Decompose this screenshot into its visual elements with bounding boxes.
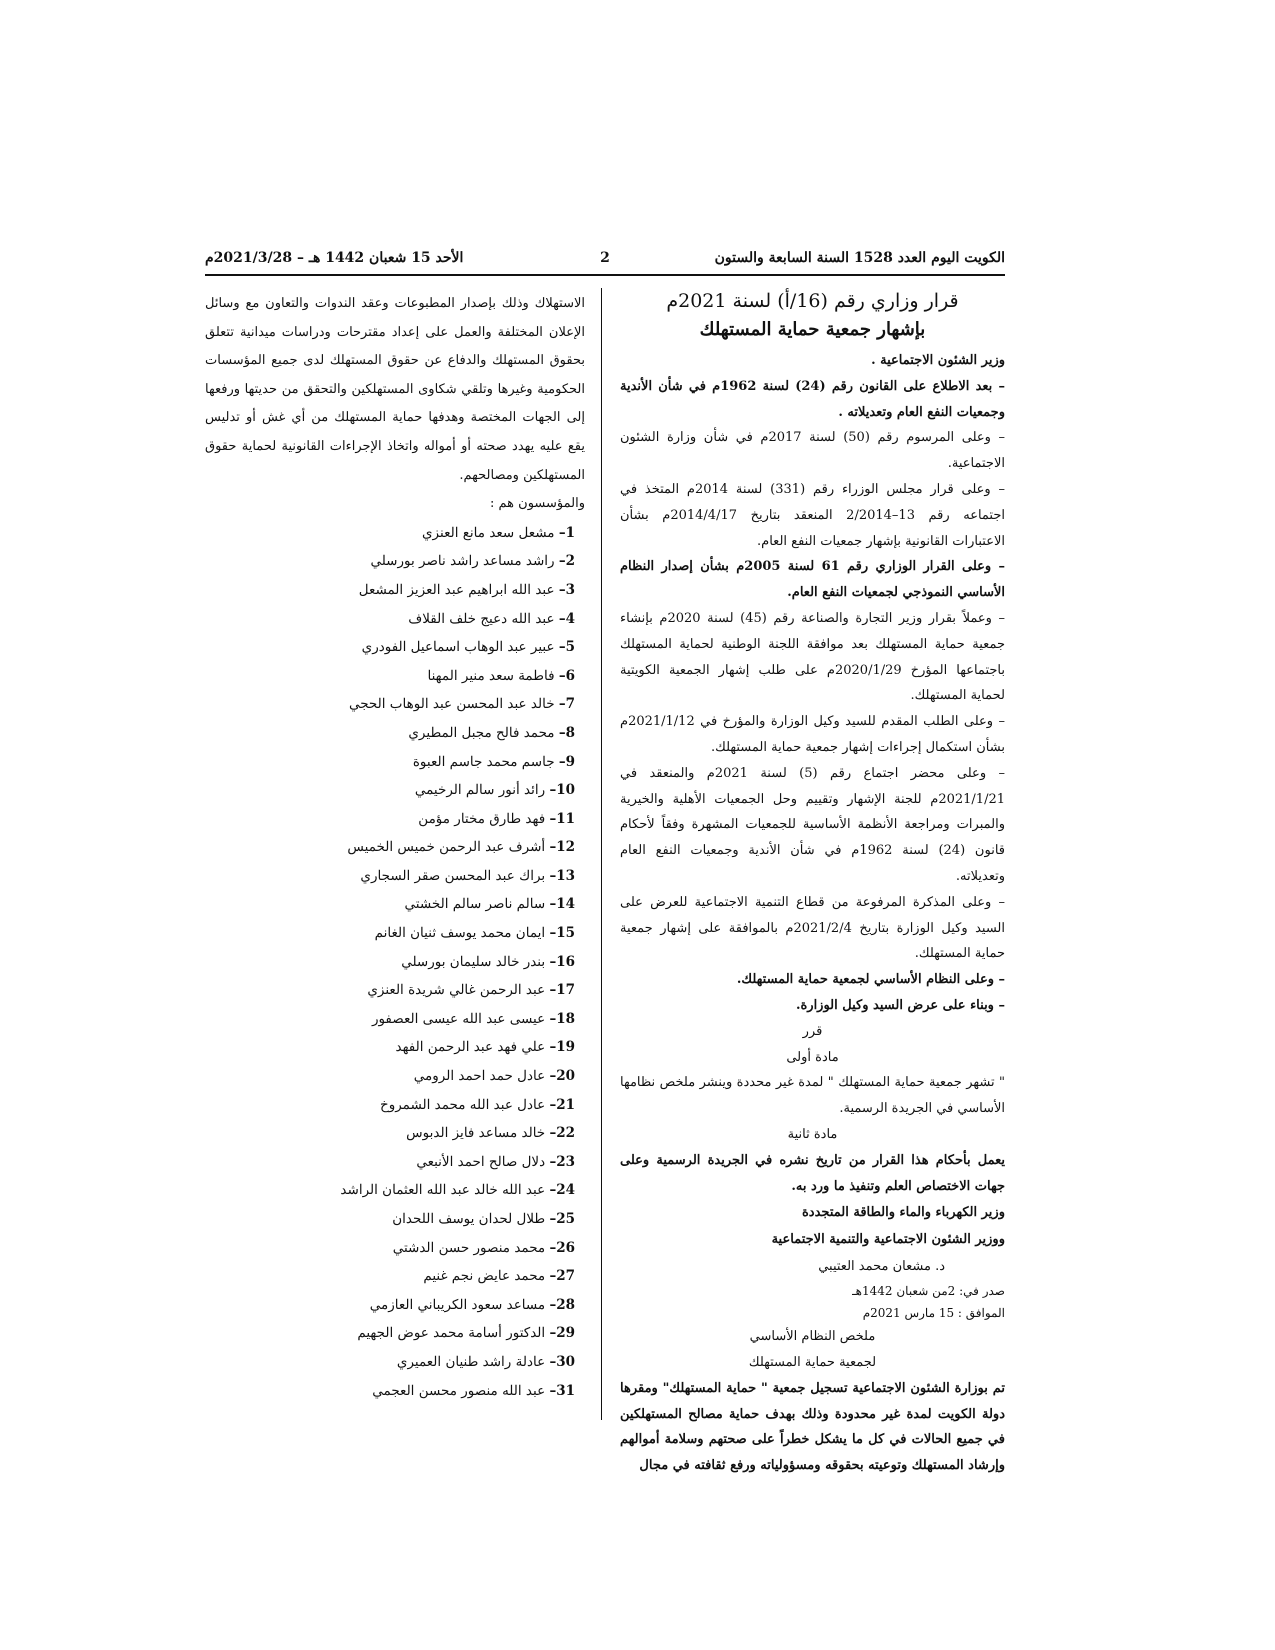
founder-item xyxy=(205,576,585,605)
founder-number: 7– xyxy=(558,696,575,713)
founder-name: مشعل سعد مانع العنزي xyxy=(421,524,555,541)
founder-number: 9– xyxy=(558,753,575,770)
issued-date: صدر في: 2من شعبان 1442هـ xyxy=(852,1284,1005,1299)
founder-number: 5– xyxy=(558,639,575,656)
founder-number: 21– xyxy=(549,1096,575,1113)
founder-number: 2– xyxy=(558,553,575,570)
column-divider xyxy=(601,288,602,1420)
founder-item xyxy=(205,719,585,748)
founder-name: راشد مساعد راشد ناصر بورسلي xyxy=(370,553,555,570)
founder-number: 11– xyxy=(549,810,575,827)
founder-item xyxy=(205,1091,585,1120)
founder-name: رائد أنور سالم الرخيمي xyxy=(414,782,546,799)
founder-item xyxy=(205,890,585,919)
founder-number: 18– xyxy=(549,1010,575,1027)
founder-item xyxy=(205,1119,585,1148)
founder-item xyxy=(205,1062,585,1091)
founder-name: مساعد سعود الكريباني العازمي xyxy=(369,1296,546,1313)
founder-name: طلال لحدان يوسف اللحدان xyxy=(392,1211,546,1227)
founder-item xyxy=(205,976,585,1005)
founder-name: فاطمة سعد منير المهنا xyxy=(427,667,555,684)
founders-column xyxy=(205,290,585,1405)
founder-number: 16– xyxy=(549,953,575,970)
founder-item xyxy=(205,605,585,634)
article-2-title: مادة ثانية xyxy=(787,1126,838,1142)
corresponding-date: الموافق : 15 مارس 2021م xyxy=(862,1306,1005,1321)
founder-number: 15– xyxy=(549,925,575,942)
founder-number: 12– xyxy=(549,839,575,856)
article-2-text: يعمل بأحكام هذا القرار من تاريخ نشره في الجريدة الرسمية وعلى جهات الاختصاص العلم وتنفيذ ما ورد به. xyxy=(620,1152,1005,1194)
article-1-text: " تشهر جمعية حماية المستهلك " لمدة غير محددة وينشر ملخص نظامها الأساسي في الجريدة الرسمية. xyxy=(620,1075,1005,1117)
founder-number: 8– xyxy=(558,724,575,741)
founder-number: 24– xyxy=(549,1182,575,1199)
decided-heading: قرر xyxy=(802,1023,823,1039)
founder-number: 6– xyxy=(558,667,575,684)
founder-name: براك عبد المحسن صقر السجاري xyxy=(360,867,546,884)
founder-item xyxy=(205,862,585,891)
founder-name: عادلة راشد طنيان العميري xyxy=(396,1353,546,1370)
founder-name: بندر خالد سليمان بورسلي xyxy=(401,953,546,970)
founder-item xyxy=(205,1234,585,1263)
founder-number: 10– xyxy=(549,782,575,799)
preamble-paragraph: – وعلى النظام الأساسي لجمعية حماية المستهلك. xyxy=(736,972,1005,988)
founder-name: علي فهد عبد الرحمن الفهد xyxy=(395,1039,546,1056)
founder-item xyxy=(205,633,585,662)
signature-title-1: وزير الكهرباء والماء والطاقة المتجددة xyxy=(802,1205,1005,1221)
founder-name: عبد الله منصور محسن العجمي xyxy=(372,1382,546,1399)
founder-item xyxy=(205,776,585,805)
founder-name: أشرف عبد الرحمن خميس الخميس xyxy=(347,839,546,856)
founder-number: 1– xyxy=(558,524,575,541)
founder-item xyxy=(205,1148,585,1177)
founder-number: 20– xyxy=(549,1068,575,1085)
founder-name: عبد الله ابراهيم عبد العزيز المشعل xyxy=(358,581,555,598)
founder-name: خالد مساعد فايز الدبوس xyxy=(406,1125,546,1142)
founder-number: 25– xyxy=(549,1211,575,1227)
preamble-paragraph: – وعلى القرار الوزاري رقم 61 لسنة 2005م بشأن إصدار النظام الأساسي النموذجي لجمعيات النفع العام. xyxy=(620,559,1005,601)
founder-name: فهد طارق مختار مؤمن xyxy=(418,810,546,827)
objectives-continuation: الاستهلاك وذلك بإصدار المطبوعات وعقد الندوات والتعاون مع وسائل الإعلان المختلفة والعمل على إعداد مقترحات ودراسات ميدانية تتعلق بحقوق المستهلك والدفاع عن حقوق المستهلك لدى جميع المؤسسات الحكومية وغيرها وتلقي شكاوى المستهلكين والتحقق من حديتها ورفعها إلى الجهات المختصة وهدفها حماية المستهلك من أي غش أو تدليس يقع عليه يهدد صحته أو أمواله واتخاذ الإجراءات القانونية لحماية حقوق المستهلكين ومصالحهم. xyxy=(205,296,585,483)
founder-number: 23– xyxy=(549,1153,575,1170)
founder-item xyxy=(205,805,585,834)
founder-name: عيسى عبد الله عيسى العصفور xyxy=(371,1010,546,1027)
preamble-paragraph: – وعلى المذكرة المرفوعة من قطاع التنمية الاجتماعية للعرض على السيد وكيل الوزارة بتاريخ 2021/2/4م بالموافقة على إشهار جمعية حماية المستهلك. xyxy=(620,894,1005,962)
founder-item xyxy=(205,547,585,576)
founder-item xyxy=(205,1319,585,1348)
preamble-paragraph: – وبناء على عرض السيد وكيل الوزارة. xyxy=(795,997,1005,1013)
founder-number: 27– xyxy=(549,1268,575,1285)
founder-name: عادل عبد الله محمد الشمروخ xyxy=(379,1096,546,1113)
founder-item xyxy=(205,662,585,691)
founder-name: عبد الله دعيج خلف القلاف xyxy=(408,610,555,627)
decree-subtitle: بإشهار جمعية حماية المستهلك xyxy=(699,319,926,340)
founders-label: والمؤسسون هم : xyxy=(490,496,585,512)
preamble-paragraph: – وعلى محضر اجتماع رقم (5) لسنة 2021م والمنعقد في 2021/1/21م للجنة الإشهار وتقييم وحل الجمعيات الأهلية والخيرية والمبرات ومراجعة الأنظمة الأساسية للجمعيات المشهرة وفقاً لأحكام قانون (24) لسنة 1962م في شأن الأندية وجمعيات النفع العام وتعديلاته. xyxy=(620,765,1005,884)
founder-item xyxy=(205,1377,585,1406)
page-header xyxy=(205,248,1005,272)
founder-number: 3– xyxy=(558,581,575,598)
decree-title: قرار وزاري رقم (16/أ) لسنة 2021م xyxy=(666,290,959,312)
founder-item xyxy=(205,1348,585,1377)
preamble-paragraph: – وعلى قرار مجلس الوزراء رقم (331) لسنة 2014م المتخذ في اجتماعه رقم 13–2/2014 المنعقد بتاريخ 2014/4/17م بشأن الاعتبارات القانونية بإشهار جمعيات النفع العام. xyxy=(620,481,1006,549)
minister-line: وزير الشئون الاجتماعية . xyxy=(871,353,1005,368)
summary-text: تم بوزارة الشئون الاجتماعية تسجيل جمعية " حماية المستهلك" ومقرها دولة الكويت لمدة غير محدودة وذلك بهدف حماية مصالح المستهلكين في جميع الحالات في كل ما يشكل خطراً على صحتهم وسلامة أموالهم وإرشاد المستهلك وتوعيته بحقوقه ومسؤولياته ورفع ثقافته في مجال xyxy=(620,1380,1005,1474)
founder-item xyxy=(205,748,585,777)
founder-name: ايمان محمد يوسف ثنيان الغانم xyxy=(374,925,546,942)
founder-item xyxy=(205,1291,585,1320)
founder-name: عبير عبد الوهاب اسماعيل الفودري xyxy=(361,639,555,656)
founder-item xyxy=(205,919,585,948)
founder-item xyxy=(205,1176,585,1205)
founder-name: خالد عبد المحسن عبد الوهاب الحجي xyxy=(348,696,555,713)
founder-item xyxy=(205,519,585,548)
founder-name: محمد فالح مجبل المطيري xyxy=(408,724,555,741)
founder-name: محمد منصور حسن الدشتي xyxy=(392,1239,546,1256)
founder-item xyxy=(205,1205,585,1234)
preamble-paragraph: – بعد الاطلاع على القانون رقم (24) لسنة 1962م في شأن الأندية وجمعيات النفع العام وتعديلاته . xyxy=(620,378,1006,420)
founder-number: 22– xyxy=(549,1125,575,1142)
founders-list xyxy=(205,519,585,1405)
preamble-paragraph: – وعملاً بقرار وزير التجارة والصناعة رقم (45) لسنة 2020م بإنشاء جمعية حماية المستهلك بعد موافقة اللجنة الوطنية لحماية المستهلك باجتماعها المؤرخ 2020/1/29م على طلب إشهار الجمعية الكويتية لحماية المستهلك. xyxy=(620,610,1005,704)
founder-name: جاسم محمد جاسم العبوة xyxy=(412,753,555,770)
founder-name: عبد الرحمن غالي شريدة العنزي xyxy=(367,982,546,999)
founder-number: 19– xyxy=(549,1039,575,1056)
signatory-name: د. مشعان محمد العتيبي xyxy=(818,1259,945,1275)
founder-number: 28– xyxy=(549,1296,575,1313)
founder-name: محمد عايض نجم غنيم xyxy=(423,1268,546,1285)
founder-item xyxy=(205,833,585,862)
signature-title-2: ووزير الشئون الاجتماعية والتنمية الاجتماعية xyxy=(771,1232,1005,1248)
founder-number: 26– xyxy=(549,1239,575,1256)
founder-number: 29– xyxy=(549,1325,575,1342)
founder-number: 13– xyxy=(549,867,575,884)
header-divider xyxy=(205,274,1005,276)
founder-number: 30– xyxy=(549,1353,575,1370)
issue-date: الأحد 15 شعبان 1442 هـ – 2021/3/28م xyxy=(205,250,464,266)
founder-name: عادل حمد احمد الرومي xyxy=(413,1068,546,1085)
founder-item xyxy=(205,690,585,719)
preamble-paragraph: – وعلى المرسوم رقم (50) لسنة 2017م في شأن وزارة الشئون الاجتماعية. xyxy=(620,430,1005,472)
founder-number: 17– xyxy=(549,982,575,999)
summary-subtitle: لجمعية حماية المستهلك xyxy=(748,1355,877,1371)
preamble-paragraph: – وعلى الطلب المقدم للسيد وكيل الوزارة والمؤرخ في 2021/1/12م بشأن استكمال إجراءات إشهار جمعية حماية المستهلك. xyxy=(620,714,1005,755)
founder-item xyxy=(205,1033,585,1062)
founder-item xyxy=(205,948,585,977)
founder-name: دلال صالح احمد الأنبعي xyxy=(416,1153,546,1170)
founder-item xyxy=(205,1262,585,1291)
founder-number: 31– xyxy=(549,1382,575,1399)
summary-title: ملخص النظام الأساسي xyxy=(749,1329,876,1345)
founder-name: عبد الله خالد عبد الله العثمان الراشد xyxy=(340,1182,546,1199)
gazette-issue-info: الكويت اليوم العدد 1528 السنة السابعة والستون xyxy=(714,250,1005,266)
founder-item xyxy=(205,1005,585,1034)
article-1-title: مادة أولى xyxy=(786,1049,839,1065)
page-number: 2 xyxy=(600,250,610,266)
decree-column xyxy=(620,286,1005,1479)
founder-name: الدكتور أسامة محمد عوض الجهيم xyxy=(357,1325,546,1342)
founder-number: 14– xyxy=(549,896,575,913)
founder-number: 4– xyxy=(558,610,575,627)
founder-name: سالم ناصر سالم الخشتي xyxy=(404,896,546,913)
